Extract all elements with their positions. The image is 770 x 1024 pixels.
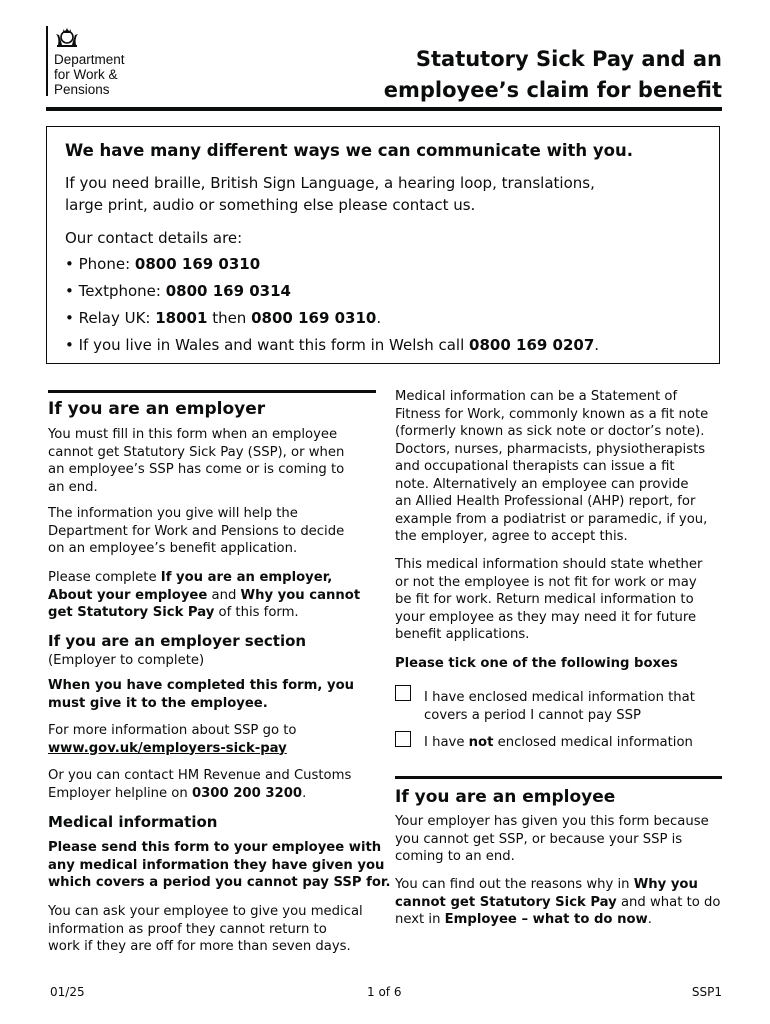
- right-p2-line3: be fit for work. Return medical information to: [395, 592, 694, 607]
- employer-hmrc-line1: Or you can contact HM Revenue and Customs: [48, 768, 352, 783]
- medical-p-line3: work if they are off for more than seven days.: [48, 939, 351, 954]
- department-line-2: for Work &: [54, 67, 118, 82]
- employer-p3-line2: About your employee and Why you cannot: [48, 587, 361, 603]
- right-p1-line5: and occupational therapists can issue a fit: [395, 459, 675, 474]
- employee-p1-line2: you cannot get SSP, or because your SSP is: [395, 831, 683, 847]
- option-enclosed-line1: I have enclosed medical information that: [424, 690, 695, 705]
- right-p1-line4: Doctors, nurses, pharmacists, physiotherapists: [395, 441, 706, 457]
- employers-sick-pay-link[interactable]: www.gov.uk/employers-sick-pay: [48, 740, 287, 756]
- employer-p3-line3: get Statutory Sick Pay of this form.: [48, 605, 299, 620]
- contact-textphone: • Textphone: 0800 169 0314: [65, 282, 291, 300]
- employer-section-rule: [48, 390, 376, 393]
- department-line-1: Department: [54, 52, 125, 67]
- title-line-1: Statutory Sick Pay and an: [415, 47, 722, 71]
- option-not-enclosed: I have not enclosed medical information: [424, 735, 693, 750]
- footer-form-code: SSP1: [691, 985, 722, 999]
- right-p2-line1: This medical information should state whether: [395, 557, 703, 572]
- contact-phone: • Phone: 0800 169 0310: [65, 255, 261, 273]
- checkbox-not-enclosed[interactable]: [395, 731, 411, 747]
- option-enclosed-line2: covers a period I cannot pay SSP: [424, 707, 641, 723]
- logo-bar: [46, 26, 48, 96]
- employer-section-sub: (Employer to complete): [48, 653, 205, 668]
- right-p2-line4: your employee as they may need it for future: [395, 609, 697, 625]
- employer-completed-line1: When you have completed this form, you: [48, 678, 355, 693]
- medical-bold-line2: any medical information they have given you: [48, 857, 385, 873]
- employer-p1-line4: an end.: [48, 479, 98, 495]
- employee-p2-line2: cannot get Statutory Sick Pay and what to do: [395, 894, 721, 910]
- footer-page-number: 1 of 6: [367, 985, 402, 999]
- header-divider: [46, 107, 722, 111]
- employer-hmrc-line2: Employer helpline on 0300 200 3200.: [48, 785, 307, 801]
- employee-p1-line3: coming to an end.: [395, 849, 515, 864]
- contact-heading: We have many different ways we can communicate with you.: [65, 141, 633, 160]
- medical-p-line2: information as proof they cannot return to: [48, 921, 327, 937]
- right-p1-line1: Medical information can be a Statement of: [395, 389, 678, 404]
- contact-box: [46, 126, 720, 364]
- contact-details-label: Our contact details are:: [65, 229, 243, 247]
- employer-more-info: For more information about SSP go to: [48, 723, 297, 738]
- employee-section-rule: [395, 776, 722, 779]
- right-p1-line9: the employer, agree to accept this.: [395, 529, 628, 544]
- medical-bold-line3: which covers a period you cannot pay SSP for.: [48, 875, 391, 890]
- contact-relay: • Relay UK: 18001 then 0800 169 0310.: [65, 309, 382, 327]
- employer-p1-line3: an employee’s SSP has come or is coming to: [48, 462, 345, 477]
- employee-p2-line3: next in Employee – what to do now.: [395, 912, 652, 927]
- employer-completed-line2: must give it to the employee.: [48, 695, 268, 711]
- employer-p1-line1: You must fill in this form when an employee: [48, 427, 338, 442]
- right-p2-line5: benefit applications.: [395, 627, 530, 642]
- employee-p1-line1: Your employer has given you this form because: [395, 814, 709, 829]
- dwp-logo: [46, 26, 156, 98]
- right-p1-line6: note. Alternatively an employee can provide: [395, 476, 689, 492]
- checkbox-enclosed[interactable]: [395, 685, 411, 701]
- right-p1-line7: an Allied Health Professional (AHP) report, for: [395, 494, 696, 509]
- right-p1-line3: (formerly known as sick note or doctor’s note).: [395, 424, 705, 439]
- footer-date: 01/25: [50, 985, 85, 999]
- medical-p-line1: You can ask your employee to give you medical: [48, 904, 363, 919]
- employer-p2-line2: Department for Work and Pensions to decide: [48, 523, 345, 539]
- medical-bold-line1: Please send this form to your employee with: [48, 840, 382, 855]
- right-p1-line8: example from a podiatrist or paramedic, if you,: [395, 511, 708, 527]
- royal-crest-icon: [54, 26, 80, 48]
- employer-p3-line1: Please complete If you are an employer,: [48, 570, 333, 585]
- contact-welsh: • If you live in Wales and want this form in Welsh call 0800 169 0207.: [65, 336, 600, 354]
- title-line-2: employee’s claim for benefit: [383, 78, 722, 102]
- tick-heading: Please tick one of the following boxes: [395, 656, 678, 671]
- contact-intro-2: large print, audio or something else please contact us.: [65, 196, 476, 214]
- medical-info-heading: Medical information: [48, 813, 218, 831]
- contact-intro-1: If you need braille, British Sign Language, a hearing loop, translations,: [65, 174, 595, 192]
- employer-section-heading: If you are an employer section: [48, 632, 307, 650]
- employer-heading: If you are an employer: [48, 399, 266, 419]
- employer-p2-line1: The information you give will help the: [48, 506, 298, 521]
- employee-heading: If you are an employee: [395, 787, 616, 807]
- page-title: [384, 44, 722, 106]
- right-p1-line2: Fitness for Work, commonly known as a fit note: [395, 406, 709, 422]
- department-line-3: Pensions: [54, 82, 110, 97]
- employer-p2-line3: on an employee’s benefit application.: [48, 541, 298, 556]
- employee-p2-line1: You can find out the reasons why in Why you: [395, 877, 698, 892]
- employer-p1-line2: cannot get Statutory Sick Pay (SSP), or when: [48, 444, 345, 460]
- right-p2-line2: or not the employee is not fit for work or may: [395, 574, 697, 590]
